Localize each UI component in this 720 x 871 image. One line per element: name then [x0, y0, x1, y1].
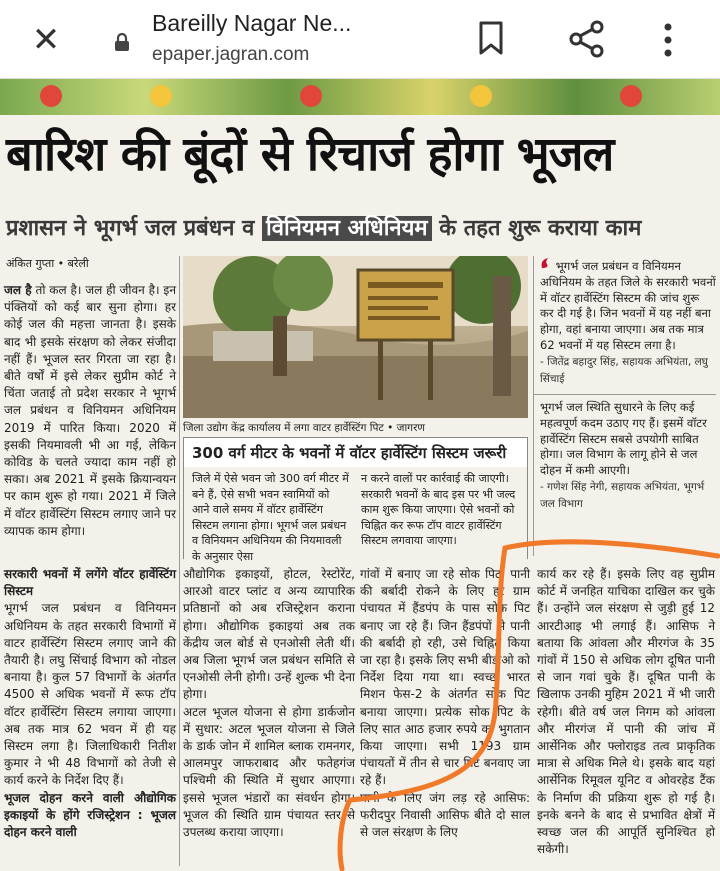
quote-2-text: भूगर्भ जल स्थिति सुधारने के लिए कई महत्वपूर्ण कदम उठाए गए हैं। इसमें वॉटर हार्वेस्टिंग सिस्टम सबसे उपयोगी साबित होगा। जल विभाग के लागू होने से जल दोहन में कमी आएगी।	[540, 400, 707, 478]
column-d-text-2: पानी के लिए जंग लड़ रहे आसिफ: फरीदपुर निवासी आसिफ बीते दो साल से जल संरक्षण के लिए	[360, 790, 530, 840]
article-headline: बारिश की बूंदों से रिचार्ज होगा भूजल	[6, 127, 614, 182]
column-d-text: गांवों में बनाए जा रहे सोक पिट: पानी की बर्बादी रोकने के लिए हर ग्राम पंचायत में हैंडपंप के पास सोक पिट बनाए जा रहे हैं। जिन हैंडपंपों से पानी की बर्बादी हो रही, उसे चिह्नित किया जा रहा है। इसके लिए सभी बीडीओ को निर्देश दिया गया था। स्वच्छ भारत मिशन फेस-2 के अंतर्गत सोक पिट बनाया जाएगा। प्रत्येक सोक पिट के लिए सात आठ हजार रुपये का भुगतान किया जाएगा। सभी 1193 ग्राम पंचायतों में तीन से चार पिट बनवाए जा रहे हैं।	[360, 567, 530, 788]
close-icon[interactable]: ✕	[31, 20, 61, 60]
quote-1-author: - जितेंद्र बहादुर सिंह, सहायक अभियंता, लघु सिंचाई	[540, 355, 708, 385]
column-b-text: भूगर्भ जल प्रबंधन व विनियमन अधिनियम के तहत सरकारी विभागों में वाटर हार्वेस्टिंग सिस्टम लगाए जाने की तैयारी है। लघु सिंचाई विभाग को नोडल बनाया है। कुल 57 विभागों के अंतर्गत 4500 से अधिक भवनों में रूफ टॉप वॉटर हार्वेस्टिंग सिस्टम लगाया जाएगा। अब तक मात्र 62 भवन में ही यह सिस्टम लगा है। जिलाधिकारी नितीश कुमार ने भी 48 विभागों को तेजी से कार्य करने के निर्देश दिए हैं।	[4, 601, 176, 788]
subhead-pre: प्रशासन ने भूगर्भ जल प्रबंधन व	[6, 216, 255, 241]
column-b-heading: सरकारी भवनों में लगेंगे वॉटर हार्वेस्टिंग सिस्टम	[4, 567, 176, 599]
photo-caption-text: जिला उद्योग केंद्र कार्यालय में लगा वाटर हार्वेस्टिंग पिट •	[183, 422, 394, 434]
url-text[interactable]: epaper.jagran.com	[152, 44, 310, 65]
column-b-tail: भूजल दोहन करने वाली औद्योगिक इकाइयों के होंगे रजिस्ट्रेशन : भूजल दोहन करने वाली	[4, 790, 176, 840]
subhead-highlight: विनियमन अधिनियम	[262, 216, 431, 241]
box-right-text: न करने वालों पर कार्रवाई की जाएगी। सरकारी भवनों के बाद इस पर भी जल्द काम शुरू किया जाएगा। ऐसे भवनों को चिह्नित कर रूफ टॉप वाटर हार्वेस्टिंग सिस्टम लगवाया जाएगा।	[355, 467, 528, 559]
lead-words: जल है	[4, 283, 32, 297]
box-left-text: जिले में ऐसे भवन जो 300 वर्ग मीटर में बने हैं, ऐसे सभी भवन स्वामियों को आने वाले समय में वॉटर हार्वेस्टिंग सिस्टम लगाना होगा। भूगर्भ जल प्रबंधन व विनियमन अधिनियम की नियमावली के अनुसार ऐसा	[183, 467, 355, 559]
column-c-text: औद्योगिक इकाइयों, होटल, रेस्टोरेंट, आरओ वाटर प्लांट व अन्य व्यापारिक प्रतिष्ठानों को अब रजिस्ट्रेशन कराना होगा। औद्योगिक इकाइयां अब तक केंद्रीय जल बोर्ड से एनओसी लेती थीं। अब जिला भूगर्भ जल प्रबंधन समिति से एनओसी लेनी होगी। उन्हें शुल्क भी देना होगा।	[183, 567, 355, 702]
column-c-text-2: अटल भूजल योजना से होगा डार्कजोन में सुधार: अटल भूजल योजना से जिले के डार्क जोन में शामिल ब्लाक रामनगर, आलमपुर जाफराबाद और फतेहगंज पश्चिमी की स्थिति में सुधार आएगा। इससे भूजल भंडारों का संवर्धन होगा। भूजल की स्थिति ग्राम पंचायत स्तर से उपलब्ध कराया जाएगा।	[183, 704, 355, 840]
page-title: Bareilly Nagar Ne...	[152, 10, 352, 36]
column-e-text: कार्य कर रहे हैं। इसके लिए वह सुप्रीम कोर्ट में जनहित याचिका दाखिल कर चुके हैं। उन्होंने जल संरक्षण से जुड़ी हुई 12 आरटीआइ भी लगाई हैं। आसिफ ने बताया कि आंवला और मीरगंज के 35 गांवों में 150 से अधिक लोग दूषित पानी से जान गवां चुके हैं। दूषित पानी के खिलाफ उनकी मुहिम 2021 में भी जारी रहेगी। बीते वर्ष जल निगम को आंवला और मीरगंज में पानी की जांच में आर्सेनिक और फ्लोराइड तत्व प्राकृतिक मात्रा से अधिक मिले थे। इसके बाद यहां आर्सेनिक रिमूवल यूनिट व ओवरहेड टैंक के निर्माण की प्रक्रिया शुरू हो गई है। इनके बनने के बाद से प्रभावित क्षेत्रों में स्वच्छ जल की आपूर्ति सुनिश्चित हो सकेगी।	[537, 567, 715, 857]
box-title: 300 वर्ग मीटर के भवनों में वॉटर हार्वेस्टिंग सिस्टम जरूरी	[183, 437, 528, 467]
photo-credit: जागरण	[396, 422, 425, 434]
quote-2-author: - गणेश सिंह नेगी, सहायक अभियंता, भूगर्भ जल विभाग	[540, 480, 705, 510]
subhead-post: के तहत शुरू कराया काम	[439, 216, 642, 241]
column-a-text: तो कल है। जल ही जीवन है। इन पंक्तियों को कई बार सुना होगा। हर कोई जल की महत्ता जानता है। इसके बाद भी इसके संरक्षण को लेकर संजीदा नहीं हैं। भूजल स्तर गिरता जा रहा है। बीते वर्षों में इसे लेकर सुप्रीम कोर्ट ने चिंता जताई तो प्रदेश सरकार ने भूगर्भ जल प्रबंधन व विनियमन अधिनियम 2019 में पारित किया। 2020 में इसकी नियमावली भी आ गई, लेकिन कोविड के चलते ज्यादा काम नहीं हो सका। अब 2021 में इसके क्रियान्वयन पर काम शुरू हो गया। 2021 में जिले में वॉटर हार्वेस्टिंग सिस्टम लगाए जाने पर व्यापक काम होगा।	[4, 283, 176, 538]
quote-1-text: भूगर्भ जल प्रबंधन व विनियमन अधिनियम के तहत जिले के सरकारी भवनों में वॉटर हार्वेस्टिंग सिस्टम की जांच शुरू कर दी गई है। जिन भवनों में यह नहीं बना होगा, वहां बनाया जाएगा। अब तक मात्र 62 भवनों में यह सिस्टम लगा है।	[540, 259, 716, 352]
byline: अंकित गुप्ता • बरेली	[6, 257, 89, 270]
